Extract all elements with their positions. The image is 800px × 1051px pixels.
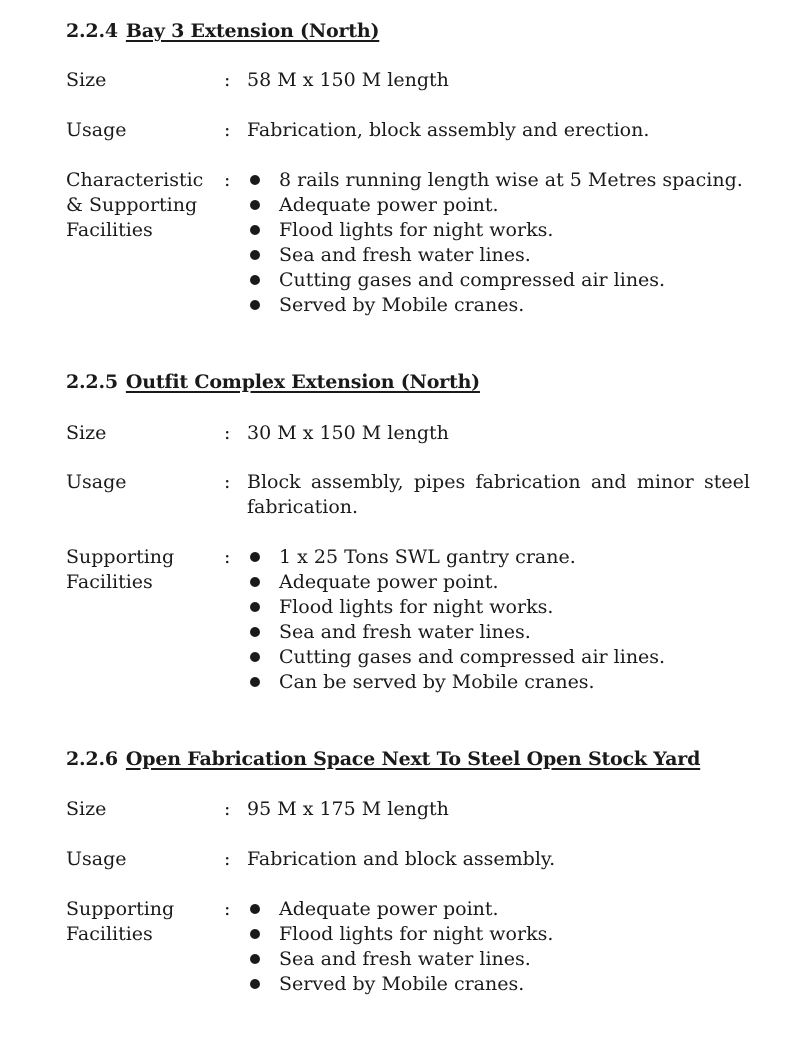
list-item: Sea and fresh water lines.	[247, 620, 665, 645]
colon: :	[224, 69, 231, 91]
colon: :	[224, 119, 231, 141]
list-item: Served by Mobile cranes.	[247, 293, 743, 318]
list-item: Adequate power point.	[247, 193, 743, 218]
colon: :	[224, 169, 231, 191]
list-item: Adequate power point.	[247, 570, 665, 595]
bullet-icon	[250, 175, 260, 185]
section-number: 2.2.5	[66, 371, 118, 393]
list-item: Served by Mobile cranes.	[247, 972, 553, 997]
list-item: Cutting gases and compressed air lines.	[247, 268, 743, 293]
list-item: Sea and fresh water lines.	[247, 243, 743, 268]
list-item: Flood lights for night works.	[247, 595, 665, 620]
facilities-list	[247, 545, 665, 695]
list-item: Flood lights for night works.	[247, 922, 553, 947]
size-value: 30 M x 150 M length	[247, 422, 449, 444]
list-item: Sea and fresh water lines.	[247, 947, 553, 972]
list-item: Cutting gases and compressed air lines.	[247, 645, 665, 670]
bullet-icon	[250, 225, 260, 235]
section-heading	[66, 748, 700, 770]
size-value: 58 M x 150 M length	[247, 69, 449, 91]
bullet-icon	[250, 602, 260, 612]
list-item: 1 x 25 Tons SWL gantry crane.	[247, 545, 665, 570]
section-title: Open Fabrication Space Next To Steel Open Stock Yard	[125, 748, 701, 770]
bullet-icon	[250, 677, 260, 687]
list-item: Can be served by Mobile cranes.	[247, 670, 665, 695]
usage-label: Usage	[66, 848, 127, 870]
bullet-icon	[250, 954, 260, 964]
section-number: 2.2.4	[66, 20, 118, 42]
bullet-icon	[250, 552, 260, 562]
bullet-icon	[250, 275, 260, 285]
colon: :	[224, 546, 231, 568]
facilities-label: Characteristic & Supporting Facilities	[66, 169, 204, 241]
facilities-label: Supporting Facilities	[66, 898, 175, 945]
bullet-icon	[250, 577, 260, 587]
section-heading	[66, 371, 480, 393]
colon: :	[224, 471, 231, 493]
bullet-icon	[250, 904, 260, 914]
bullet-icon	[250, 300, 260, 310]
colon: :	[224, 798, 231, 820]
bullet-icon	[250, 627, 260, 637]
colon: :	[224, 898, 231, 920]
section-title: Outfit Complex Extension (North)	[125, 371, 480, 393]
list-item: Adequate power point.	[247, 897, 553, 922]
usage-value: Fabrication, block assembly and erection.	[247, 119, 650, 141]
bullet-icon	[250, 200, 260, 210]
colon: :	[224, 848, 231, 870]
facilities-list	[247, 897, 553, 997]
bullet-icon	[250, 250, 260, 260]
colon: :	[224, 422, 231, 444]
usage-label: Usage	[66, 471, 127, 493]
usage-value: Fabrication and block assembly.	[247, 848, 556, 870]
section-number: 2.2.6	[66, 748, 118, 770]
facilities-list	[247, 168, 743, 318]
size-value: 95 M x 175 M length	[247, 798, 449, 820]
bullet-icon	[250, 979, 260, 989]
size-label: Size	[66, 422, 107, 444]
usage-label: Usage	[66, 119, 127, 141]
section-heading	[66, 20, 379, 42]
facilities-label: Supporting Facilities	[66, 546, 175, 593]
section-title: Bay 3 Extension (North)	[125, 20, 380, 42]
list-item: Flood lights for night works.	[247, 218, 743, 243]
usage-value: Block assembly, pipes fabrication and minor steel fabrication.	[247, 471, 750, 518]
size-label: Size	[66, 69, 107, 91]
bullet-icon	[250, 929, 260, 939]
list-item: 8 rails running length wise at 5 Metres spacing.	[247, 168, 743, 193]
size-label: Size	[66, 798, 107, 820]
bullet-icon	[250, 652, 260, 662]
